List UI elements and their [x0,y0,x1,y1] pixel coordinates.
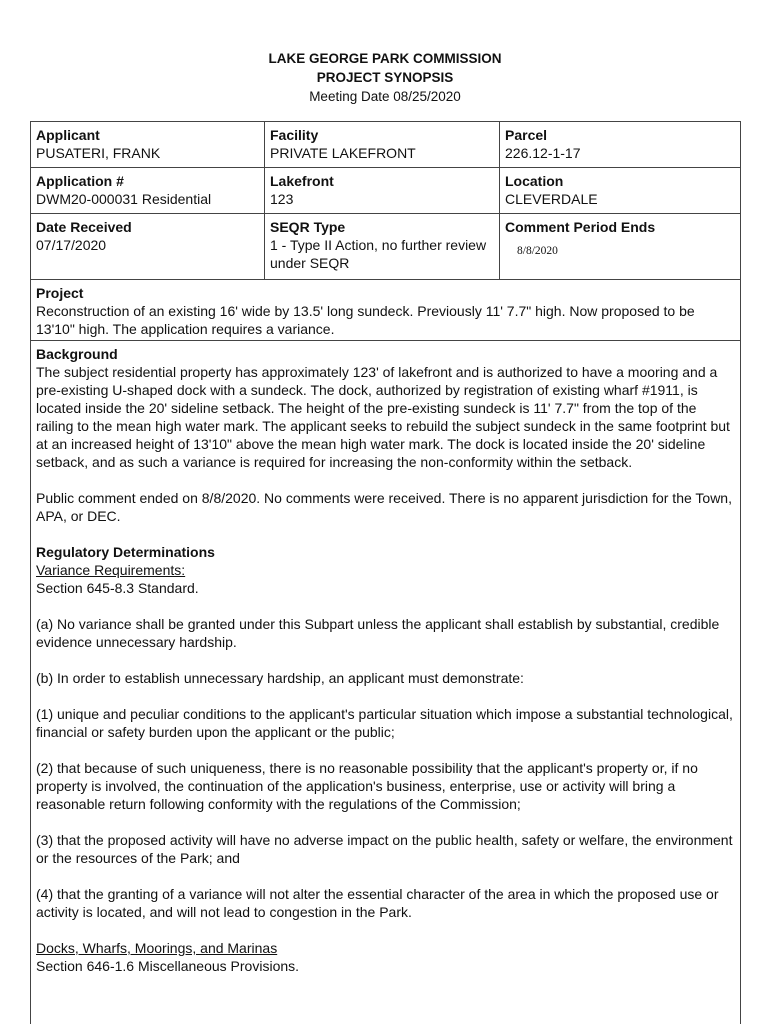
lakefront-label: Lakefront [270,173,334,189]
lakefront-value: 123 [270,191,294,207]
document-header [0,49,770,106]
comment-period-value: 8/8/2020 [517,245,558,257]
info-row [31,214,741,280]
info-row [31,122,741,168]
date-received-value: 07/17/2020 [36,237,107,253]
applicant-value: PUSATERI, FRANK [36,145,161,161]
location-cell [500,168,741,214]
project-text: Reconstruction of an existing 16' wide by 13.5' long sundeck. Previously 11' 7.7" high. Now proposed to be 13'10" high. The application requires a variance. [36,303,695,337]
date-received-label: Date Received [36,219,132,235]
location-label: Location [505,173,564,189]
condition-1: (1) unique and peculiar conditions to the applicant's particular situation which impose a substantial technological, financial or safety burden upon the applicant or the public; [36,706,733,740]
seqr-label: SEQR Type [270,219,346,235]
meeting-date: Meeting Date 08/25/2020 [309,89,461,104]
project-section [30,279,741,341]
public-comment-paragraph: Public comment ended on 8/8/2020. No comments were received. There is no apparent jurisdiction for the Town, APA, or DEC. [36,490,732,524]
parcel-cell [500,122,741,168]
variance-heading: Variance Requirements: [36,562,186,578]
application-value: DWM20-000031 Residential [36,191,212,207]
info-row [31,168,741,214]
docks-heading: Docks, Wharfs, Moorings, and Marinas [36,940,278,956]
clause-b: (b) In order to establish unnecessary hardship, an applicant must demonstrate: [36,670,524,686]
facility-label: Facility [270,127,319,143]
condition-2: (2) that because of such uniqueness, there is no reasonable possibility that the applicant's property or, if no property is involved, the continuation of the application's business, enterprise, use or activity will bring a reasonable return following conformity with the regulations of the Commission; [36,760,698,812]
background-section [30,341,741,1024]
applicant-label: Applicant [36,127,100,143]
doc-type-title: PROJECT SYNOPSIS [316,70,454,85]
application-label: Application # [36,173,124,189]
section-646-1-6: Section 646-1.6 Miscellaneous Provisions. [36,958,300,974]
parcel-label: Parcel [505,127,548,143]
regulatory-heading: Regulatory Determinations [36,544,215,560]
condition-4: (4) that the granting of a variance will not alter the essential character of the area in which the proposed use or activity is located, and will not lead to congestion in the Park. [36,886,719,920]
section-645-8-3: Section 645-8.3 Standard. [36,580,199,596]
applicant-cell [31,122,265,168]
comment-period-label: Comment Period Ends [505,219,656,235]
comment-period-cell [500,214,741,280]
project-label: Project [36,285,84,301]
lakefront-cell [265,168,500,214]
seqr-cell [265,214,500,280]
facility-cell [265,122,500,168]
background-label: Background [36,346,118,362]
background-paragraph: The subject residential property has approximately 123' of lakefront and is authorized to have a mooring and a pre-existing U-shaped dock with a sundeck. The dock, authorized by registration of existing wharf #1911, is located inside the 20' sideline setback. The height of the pre-existing sundeck is 11' 7.7" from the top of the railing to the mean high water mark. The applicant seeks to rebuild the subject sundeck in the same footprint but at an increased height of 13'10" above the mean high water mark. The dock is located inside the 20' sideline setback, and as such a variance is required for increasing the non-conformity within the setback. [36,364,730,470]
condition-3: (3) that the proposed activity will have no adverse impact on the public health, safety or welfare, the environment or the resources of the Park; and [36,832,733,866]
parcel-value: 226.12-1-17 [505,145,581,161]
clause-a: (a) No variance shall be granted under this Subpart unless the applicant shall establish by substantial, credible evidence unnecessary hardship. [36,616,720,650]
facility-value: PRIVATE LAKEFRONT [270,145,416,161]
date-received-cell [31,214,265,280]
info-table [30,121,741,280]
location-value: CLEVERDALE [505,191,598,207]
seqr-value: 1 - Type II Action, no further review under SEQR [270,237,487,271]
application-cell [31,168,265,214]
org-title: LAKE GEORGE PARK COMMISSION [268,51,502,66]
